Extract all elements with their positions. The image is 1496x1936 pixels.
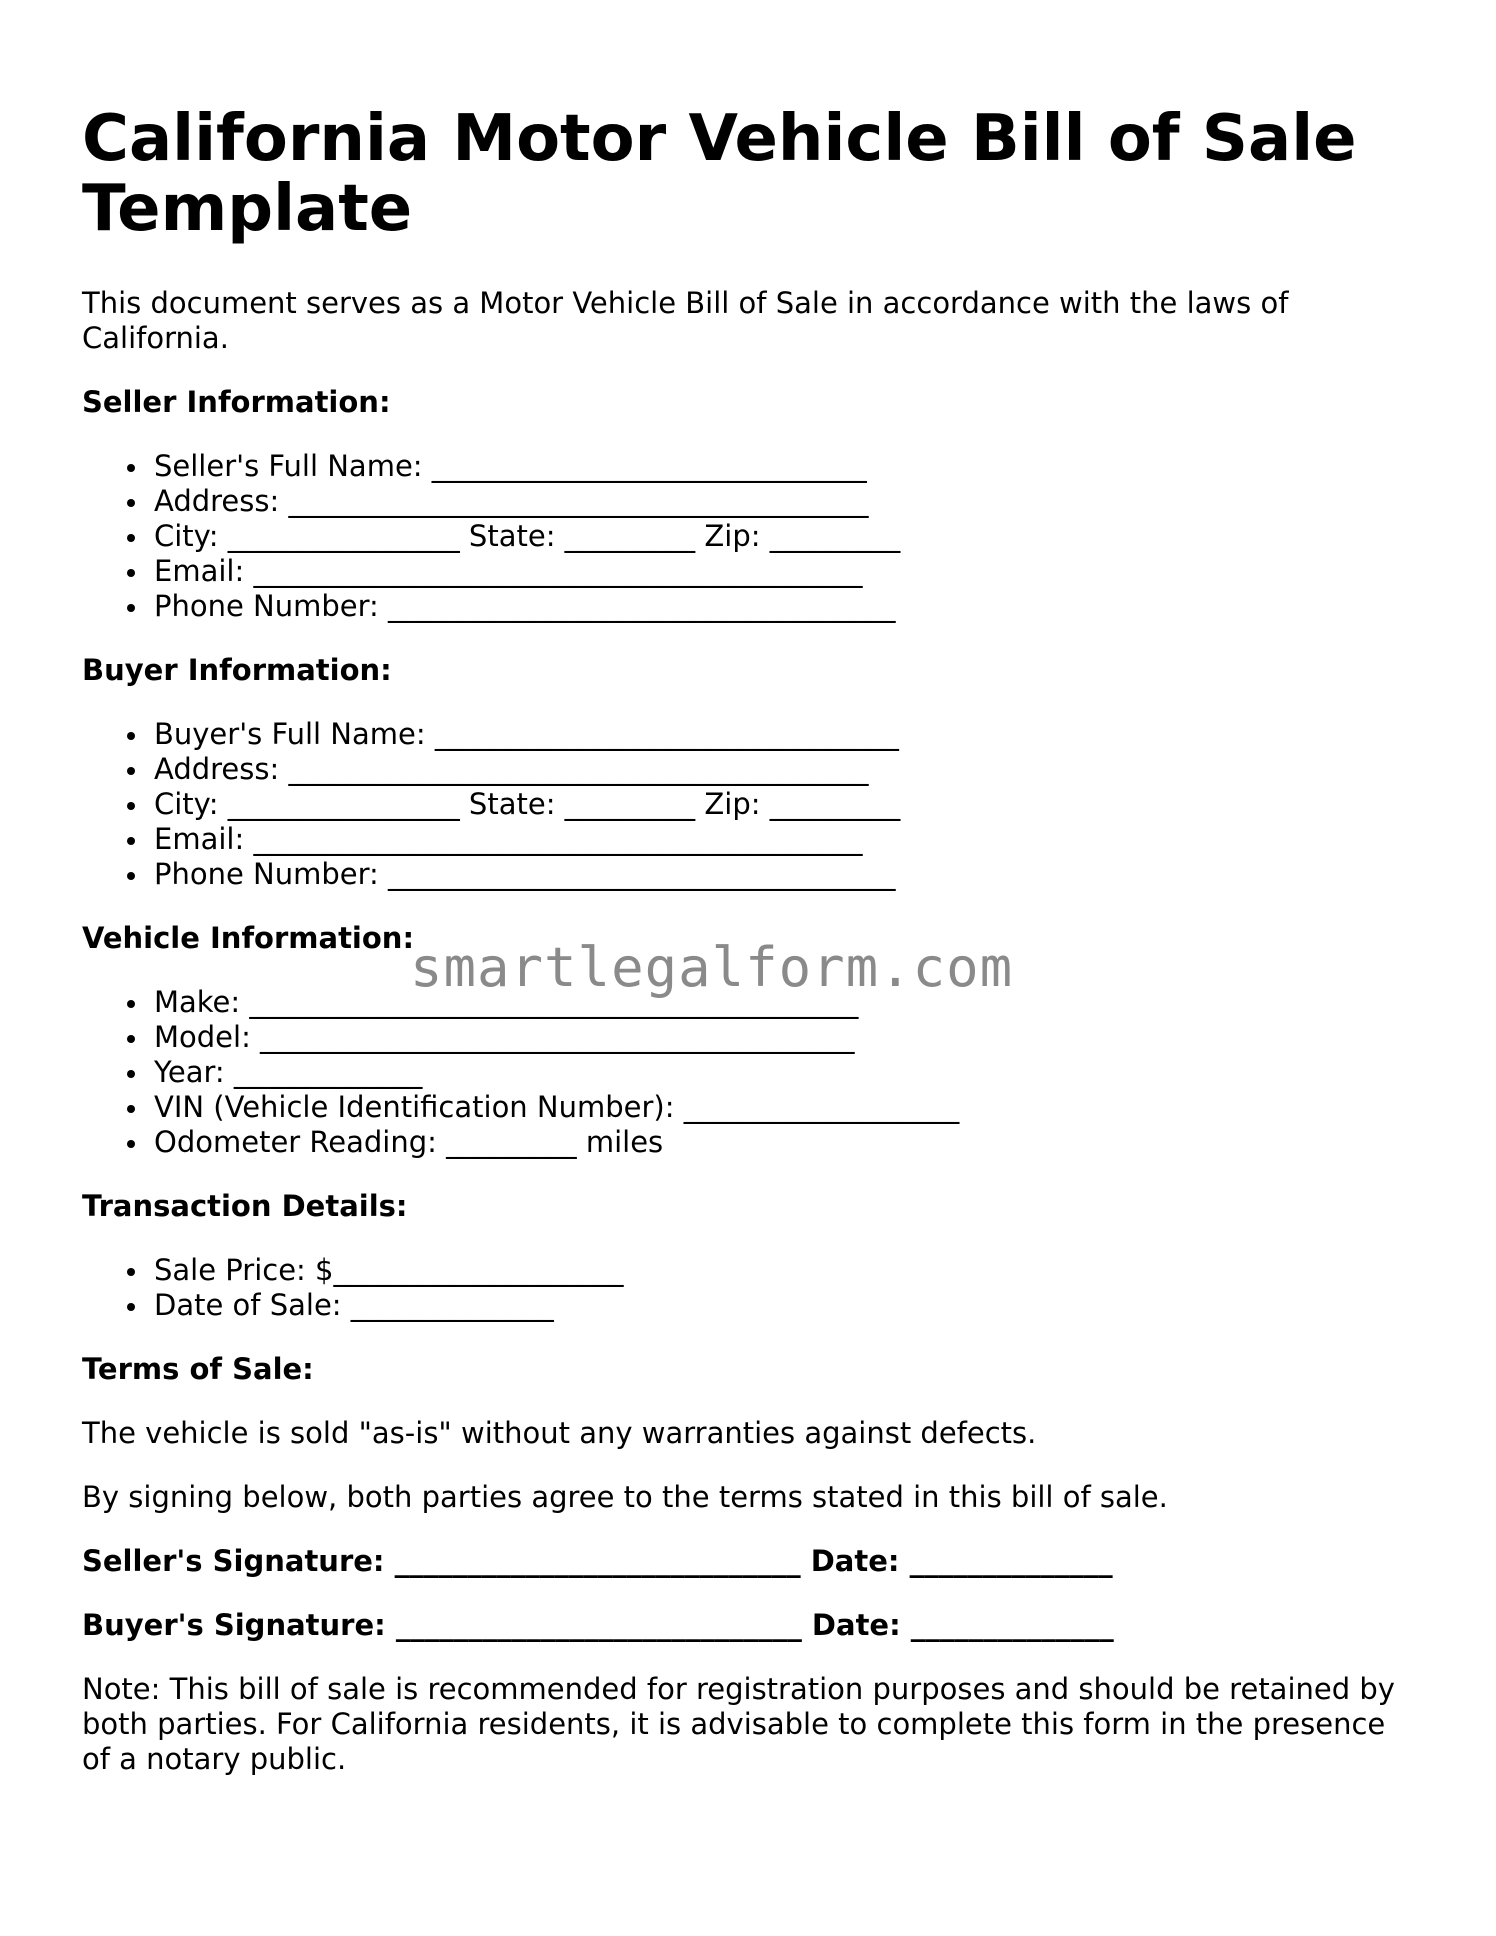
note-text: Note: This bill of sale is recommended for registration purposes and should be retained by both parties. For California residents, it is advisable to complete this form in the presence of a notary public. — [82, 1672, 1395, 1776]
buyer-heading: Buyer Information: — [82, 653, 392, 687]
vehicle-odometer-field[interactable]: Odometer Reading: _________ miles — [154, 1125, 1422, 1160]
seller-phone-field[interactable]: Phone Number: ___________________________________ — [154, 589, 1422, 624]
vehicle-year-field[interactable]: Year: _____________ — [154, 1055, 1422, 1090]
watermark: smartlegalform.com — [410, 936, 1014, 999]
intro-text: This document serves as a Motor Vehicle Bill of Sale in accordance with the laws of California. — [82, 286, 1289, 355]
vehicle-make-field[interactable]: Make: __________________________________________ — [154, 985, 1422, 1020]
seller-signature-line[interactable]: Seller's Signature: ____________________________ Date: ______________ — [82, 1544, 1113, 1578]
document-page — [82, 0, 1422, 1777]
seller-email-field[interactable]: Email: __________________________________________ — [154, 554, 1422, 589]
buyer-signature-line[interactable]: Buyer's Signature: ____________________________ Date: ______________ — [82, 1608, 1114, 1642]
vehicle-heading: Vehicle Information: — [82, 921, 415, 955]
vehicle-model-field[interactable]: Model: _________________________________________ — [154, 1020, 1422, 1055]
agreement-clause: By signing below, both parties agree to the terms stated in this bill of sale. — [82, 1480, 1168, 1514]
transaction-fields — [82, 1253, 1422, 1323]
vehicle-vin-field[interactable]: VIN (Vehicle Identification Number): ___________________ — [154, 1090, 1422, 1125]
date-of-sale-field[interactable]: Date of Sale: ______________ — [154, 1288, 1422, 1323]
buyer-fields — [82, 717, 1422, 892]
seller-full-name-field[interactable]: Seller's Full Name: ______________________________ — [154, 449, 1422, 484]
terms-heading: Terms of Sale: — [82, 1352, 314, 1386]
buyer-email-field[interactable]: Email: __________________________________________ — [154, 822, 1422, 857]
as-is-clause: The vehicle is sold "as-is" without any warranties against defects. — [82, 1416, 1037, 1450]
transaction-heading: Transaction Details: — [82, 1189, 408, 1223]
buyer-address-field[interactable]: Address: ________________________________________ — [154, 752, 1422, 787]
document-title: California Motor Vehicle Bill of Sale Template — [82, 102, 1357, 246]
seller-heading: Seller Information: — [82, 385, 391, 419]
seller-address-field[interactable]: Address: ________________________________________ — [154, 484, 1422, 519]
vehicle-fields — [82, 985, 1422, 1160]
sale-price-field[interactable]: Sale Price: $____________________ — [154, 1253, 1422, 1288]
buyer-phone-field[interactable]: Phone Number: ___________________________________ — [154, 857, 1422, 892]
buyer-full-name-field[interactable]: Buyer's Full Name: ________________________________ — [154, 717, 1422, 752]
seller-city-state-zip-field[interactable]: City: ________________ State: _________ Zip: _________ — [154, 519, 1422, 554]
buyer-city-state-zip-field[interactable]: City: ________________ State: _________ Zip: _________ — [154, 787, 1422, 822]
seller-fields — [82, 449, 1422, 624]
